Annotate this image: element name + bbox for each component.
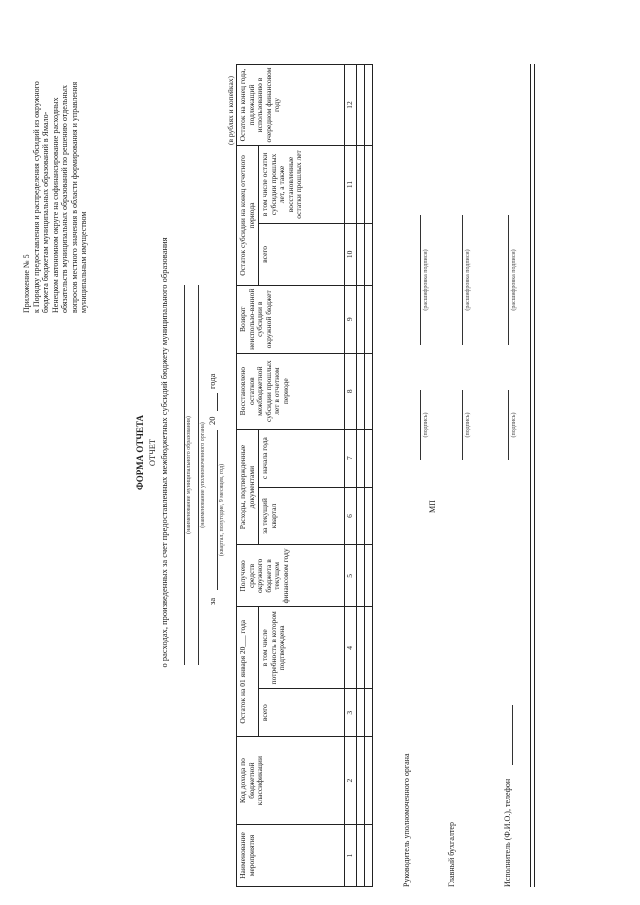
header-end-prior-years: в том числе остатки субсидии прошлых лет, а также восстановленные остатки прошлых лет [259, 146, 345, 224]
period-year-line [217, 393, 218, 411]
header-received: Получено средств окружного бюджета в текущем финансовом году [237, 545, 345, 607]
executor-decode-line [508, 215, 509, 345]
head-label: Руководитель уполномоченного органа [402, 753, 411, 887]
period-year-prefix: 20 [207, 416, 217, 425]
column-number: 9 [345, 285, 357, 353]
column-number: 4 [345, 607, 357, 689]
municipality-hint: (наименование муниципального образования) [186, 416, 192, 534]
appendix-line: Ненецком автономном округе на софинансирование расходных [50, 97, 60, 313]
header-balance-start: Остаток на 01 января 20___ года [237, 607, 259, 737]
column-number: 8 [345, 353, 357, 429]
header-restored: Восстановлено остатков межбюджетной субсидии прошлых лет в отчетном периоде [237, 353, 345, 429]
accountant-sign-line [462, 390, 463, 460]
municipality-line [184, 285, 185, 665]
header-end-total: всего [259, 223, 345, 285]
header-balance-period-end: Остаток субсидии на конец отчетного периода [237, 146, 259, 286]
head-sign-hint: (подпись) [423, 412, 429, 438]
header-returned: Возврат неиспользо-ванной субсидии в окружной бюджет [237, 285, 345, 353]
scan-edge-line [534, 64, 535, 887]
table-row [356, 65, 364, 887]
appendix-line: бюджета бюджетам муниципальных образований в Ямало- [41, 111, 50, 313]
column-number: 5 [345, 545, 357, 607]
appendix-block [22, 13, 89, 313]
column-number: 2 [345, 737, 357, 825]
header-balance-year-end: Остаток на конец года, подлежащий использованию в очередном финансовом году [237, 65, 345, 146]
column-number: 1 [345, 825, 357, 887]
header-activity: Наименование мероприятия [237, 825, 345, 887]
header-expenses-quarter: за текущий квартал [259, 487, 345, 545]
units-note: (в рублях и копейках) [226, 75, 235, 145]
table-row [364, 65, 372, 887]
column-number: 12 [345, 65, 357, 146]
authority-hint: (наименование уполномоченного органа) [200, 422, 206, 528]
column-number: 3 [345, 689, 357, 737]
accountant-decode-hint: (расшифровка подписи) [465, 249, 471, 311]
period-hint: (квартал, полугодие, 9 месяцев, год) [219, 463, 225, 557]
appendix-line: к Порядку предоставления и распределения субсидий из окружного [31, 81, 41, 313]
executor-sign-line [508, 390, 509, 460]
column-number: 10 [345, 223, 357, 285]
header-expenses-ytd: с начала года [259, 429, 345, 487]
head-decode-hint: (расшифровка подписи) [423, 249, 429, 311]
column-number: 11 [345, 146, 357, 224]
header-expenses: Расходы, подтвержденные документами [237, 429, 259, 545]
executor-decode-hint: (расшифровка подписи) [511, 249, 517, 311]
appendix-number: Приложение № 5 [22, 254, 31, 313]
stamp-place: МП [428, 500, 437, 513]
column-number: 6 [345, 487, 357, 545]
accountant-sign-hint: (подпись) [465, 412, 471, 438]
period-line [217, 430, 218, 590]
period-prefix: за [207, 597, 217, 605]
report-description: о расходах, произведенных за счет предоставленных межбюджетных субсидий бюджету муниципального образования [159, 237, 169, 668]
accountant-decode-line [462, 215, 463, 345]
report-table [236, 64, 373, 887]
executor-sign-hint: (подпись) [511, 412, 517, 438]
appendix-line: муниципальным имуществом [79, 211, 88, 313]
form-title: ФОРМА ОТЧЕТА [135, 414, 145, 491]
authority-line [198, 285, 199, 665]
header-balance-confirmed: в том числе потребность в котором подтверждена [259, 607, 345, 689]
executor-phone-line [512, 705, 513, 765]
appendix-line: вопросов местного значения в области формирования и управления [69, 81, 79, 313]
header-income-code: Код дохода по бюджетной классификации [237, 737, 345, 825]
accountant-label: Главный бухгалтер [447, 822, 456, 887]
head-decode-line [420, 215, 421, 345]
report-title: ОТЧЕТ [147, 438, 157, 467]
period-year-suffix: года [207, 373, 217, 389]
scan-edge-line [530, 64, 531, 887]
executor-label: Исполнитель (Ф.И.О.), телефон [503, 778, 512, 887]
column-number: 7 [345, 429, 357, 487]
appendix-line: обязательств муниципальных образований по решению отдельных [60, 84, 69, 313]
header-balance-total: всего [259, 689, 345, 737]
head-sign-line [420, 390, 421, 460]
